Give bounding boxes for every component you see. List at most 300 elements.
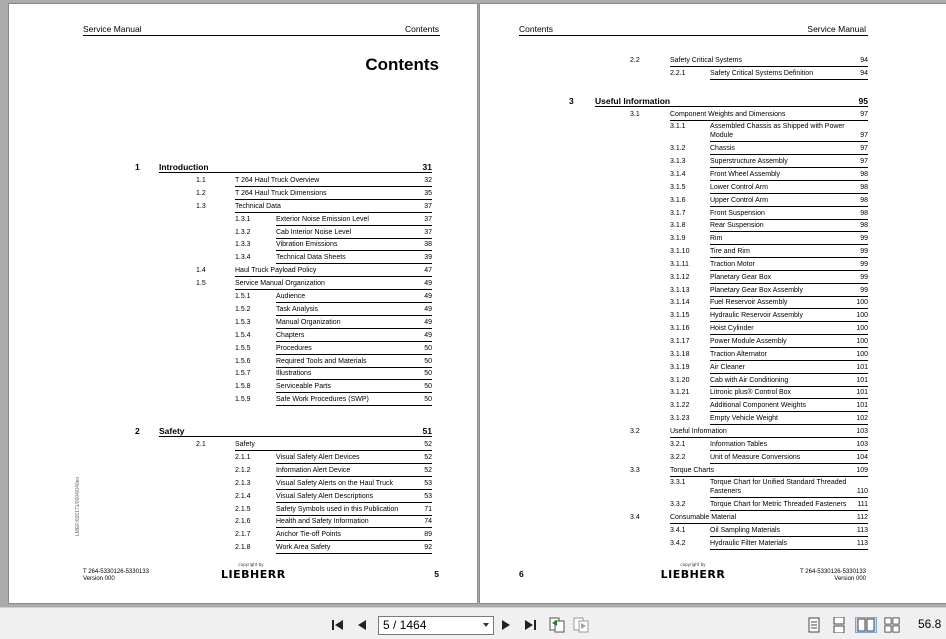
toc-number: 1.5.6 — [235, 357, 251, 365]
toc-label: Serviceable Parts — [276, 383, 331, 391]
footer-version: Version 000 — [83, 576, 115, 582]
toc-label: Rim — [710, 235, 723, 243]
toc-label: Lower Control Arm — [710, 183, 768, 191]
toc-leader-rule — [710, 154, 868, 155]
toc-entry[interactable] — [670, 286, 868, 299]
toc-label: Power Module Assembly — [710, 338, 787, 345]
page-header-right: Service Manual — [807, 24, 866, 34]
toc-leader-rule — [710, 510, 868, 511]
toc-page-number: 103 — [856, 440, 868, 448]
toc-label: Empty Vehicle Weight — [710, 415, 778, 423]
toc-page-number: 98 — [860, 222, 868, 230]
toc-entry[interactable] — [670, 157, 868, 170]
toc-leader-rule — [276, 392, 432, 393]
toc-chapter[interactable] — [135, 162, 432, 175]
toc-label: Component Weights and Dimensions — [670, 110, 786, 118]
toc-page-number: 95 — [858, 95, 868, 106]
toc-entry[interactable] — [670, 337, 868, 350]
toc-page-number: 49 — [424, 293, 432, 300]
toc-number: 1.1 — [196, 176, 206, 184]
toc-entry[interactable] — [235, 466, 432, 479]
toc-label: Rear Suspension — [710, 222, 764, 230]
toc-label: Technical Data — [235, 202, 281, 210]
liebherr-logo: copyright by LIEBHERR — [660, 562, 726, 581]
toc-label: Traction Alternator — [710, 350, 767, 358]
toc-leader-rule — [276, 405, 432, 406]
toc-page-number: 98 — [860, 196, 868, 204]
toc-leader-rule — [710, 141, 868, 142]
toc-number: 1.5.5 — [235, 344, 251, 352]
toc-page-number: 53 — [424, 479, 432, 487]
toc-page-number: 100 — [856, 312, 868, 320]
continuous-facing-icon[interactable] — [884, 617, 900, 633]
toc-label: Safe Work Procedures (SWP) — [276, 396, 369, 404]
toc-label: Useful Information — [595, 95, 671, 106]
footer-version: Version 000 — [834, 576, 866, 582]
toc-entry[interactable] — [670, 234, 868, 247]
page-header-right: Contents — [404, 24, 439, 34]
toc-label: Visual Safety Alert Descriptions — [276, 492, 374, 500]
toc-label: Exterior Noise Emission Level — [276, 215, 369, 223]
toc-page-number: 113 — [856, 539, 868, 547]
toc-leader-rule — [710, 257, 868, 258]
toc-page-number: 31 — [422, 162, 432, 172]
toc-page-number: 50 — [424, 370, 432, 378]
toc-number: 3.3.2 — [670, 501, 686, 509]
toc-label: Chassis — [710, 145, 735, 153]
toc-entry[interactable] — [670, 350, 868, 363]
toc-entry[interactable] — [235, 344, 432, 357]
toc-leader-rule — [276, 489, 432, 490]
toc-page-number: 97 — [860, 145, 868, 153]
toc-number: 3.1.12 — [670, 273, 690, 281]
toc-page-number: 101 — [856, 376, 868, 384]
toc-label: Air Cleaner — [710, 363, 746, 371]
toc-entry[interactable] — [670, 539, 868, 552]
toc-number: 3.4.1 — [670, 526, 686, 534]
toc-page-number: 100 — [856, 325, 868, 333]
toc-page-number: 92 — [424, 544, 432, 552]
toc-number: 3.1.17 — [670, 338, 690, 345]
toc-leader-rule — [710, 463, 868, 464]
toc-page-number: 32 — [424, 176, 432, 184]
toc-entry[interactable] — [196, 189, 432, 202]
next-view-icon[interactable] — [573, 617, 589, 633]
toc-page-number: 74 — [424, 518, 432, 526]
toc-leader-rule — [276, 328, 432, 329]
toc-leader-rule — [276, 250, 432, 251]
toc-leader-rule — [276, 379, 432, 380]
toc-entry[interactable] — [235, 292, 432, 305]
toc-label: Anchor Tie-off Points — [276, 531, 341, 539]
toc-entry[interactable] — [670, 183, 868, 196]
toc-number: 2.1.8 — [235, 544, 251, 552]
toc-label: Oil Sampling Materials — [710, 526, 781, 534]
toc-leader-rule — [710, 536, 868, 537]
toc-entry[interactable] — [235, 505, 432, 518]
toc-leader-rule — [710, 334, 868, 335]
toc-number: 2.1.4 — [235, 492, 251, 500]
toc-chapter[interactable] — [569, 96, 868, 109]
toc-entry[interactable] — [670, 500, 868, 513]
toc-page-number: 99 — [860, 260, 868, 268]
toc-leader-rule — [670, 120, 868, 121]
toc-number: 2.1.2 — [235, 466, 251, 474]
toc-label: Safety Critical Systems Definition — [710, 69, 814, 77]
toc-leader-rule — [276, 527, 432, 528]
toc-entry[interactable] — [670, 221, 868, 234]
page-number: 5 — [434, 569, 439, 579]
toc-entry[interactable] — [670, 69, 868, 82]
toc-entry[interactable] — [196, 440, 432, 453]
toc-entry[interactable] — [235, 318, 432, 331]
toc-leader-rule — [276, 502, 432, 503]
toc-page-number: 94 — [860, 57, 868, 64]
toc-page-number: 111 — [857, 501, 868, 509]
side-document-code: LMEF/026171/0004/040en — [75, 476, 81, 536]
toc-number: 3.3 — [630, 466, 640, 474]
toc-page-number: 98 — [860, 183, 868, 191]
toc-leader-rule — [276, 315, 432, 316]
toc-leader-rule — [710, 386, 868, 387]
toc-leader-rule — [159, 436, 432, 437]
toc-entry[interactable] — [235, 517, 432, 530]
toc-page-number: 35 — [424, 189, 432, 197]
toc-chapter[interactable] — [135, 426, 432, 439]
toc-page-number: 99 — [860, 248, 868, 256]
toc-number: 2.2.1 — [670, 69, 686, 77]
toc-leader-rule — [276, 367, 432, 368]
toc-entry[interactable] — [670, 363, 868, 376]
toc-entry[interactable] — [670, 247, 868, 260]
toc-page-number: 109 — [856, 466, 868, 474]
toc-label: Hydraulic Reservoir Assembly — [710, 312, 803, 320]
toc-entry[interactable] — [670, 273, 868, 286]
toc-entry[interactable] — [196, 266, 432, 279]
toc-page-number: 50 — [424, 383, 432, 391]
toc-leader-rule — [670, 476, 868, 477]
toc-label: Information Tables — [710, 440, 768, 448]
toc-leader-rule — [276, 238, 432, 239]
toc-number: 1.3.1 — [235, 215, 251, 223]
toc-number: 3.4.2 — [670, 539, 686, 547]
toc-number: 2.1.1 — [235, 453, 251, 461]
toc-leader-rule — [710, 79, 868, 80]
toc-number: 3.1.23 — [670, 415, 690, 423]
toc-label: Fuel Reservoir Assembly — [710, 299, 788, 307]
toc-entry[interactable] — [670, 260, 868, 273]
toc-label: Traction Motor — [710, 260, 755, 268]
toc-entry[interactable] — [235, 305, 432, 318]
toc-entry[interactable] — [235, 253, 432, 266]
toc-entry[interactable] — [670, 311, 868, 324]
toc-number: 3.2 — [630, 427, 640, 435]
toc-number: 1.4 — [196, 267, 206, 275]
toc-number: 3.1.6 — [670, 196, 686, 204]
next-page-icon[interactable] — [498, 617, 514, 633]
toc-leader-rule — [710, 424, 868, 425]
toc-leader-rule — [235, 450, 432, 451]
toc-label: T 264 Haul Truck Overview — [235, 176, 320, 184]
toc-page-number: 97 — [860, 132, 868, 140]
toc-entry[interactable] — [630, 513, 868, 526]
toc-entry[interactable] — [630, 466, 868, 479]
toc-leader-rule — [710, 219, 868, 220]
toc-entry[interactable] — [235, 369, 432, 382]
toc-leader-rule — [670, 66, 868, 67]
toc-label: Audience — [276, 293, 306, 300]
toc-entry[interactable] — [670, 298, 868, 311]
toc-entry[interactable] — [235, 228, 432, 241]
toc-label: Safety Symbols used in this Publication — [276, 505, 399, 513]
page-number: 6 — [519, 569, 524, 579]
toc-page-number: 97 — [860, 110, 868, 118]
toc-label: T 264 Haul Truck Dimensions — [235, 189, 327, 197]
toc-entry[interactable] — [670, 144, 868, 157]
zoom-level[interactable]: 56.8 — [918, 617, 942, 631]
toc-number: 3.1.4 — [670, 170, 686, 178]
toc-leader-rule — [276, 302, 432, 303]
toc-leader-rule — [710, 167, 868, 168]
toc-leader-rule — [710, 549, 868, 550]
toc-label: Safety — [235, 441, 255, 448]
toc-number: 1.5.1 — [235, 293, 251, 300]
page-number-field[interactable] — [378, 616, 494, 635]
toc-page-number: 99 — [860, 235, 868, 243]
toc-page-number: 102 — [856, 415, 868, 423]
toc-page-number: 37 — [424, 202, 432, 210]
toc-label: Torque Chart for Metric Threaded Fasteners — [710, 501, 847, 509]
toc-number: 1.3.2 — [235, 228, 251, 236]
toc-entry[interactable] — [670, 324, 868, 337]
toc-page-number: 49 — [424, 331, 432, 339]
toc-page-number: 53 — [424, 492, 432, 500]
toc-entry[interactable] — [670, 453, 868, 466]
toc-label: Unit of Measure Conversions — [710, 453, 801, 461]
toc-leader-rule — [235, 276, 432, 277]
toc-number: 2.2 — [630, 57, 640, 64]
toc-number: 1.5.3 — [235, 318, 251, 326]
toc-leader-rule — [159, 172, 432, 173]
toc-entry[interactable] — [235, 240, 432, 253]
toc-label: Task Analysis — [276, 305, 319, 313]
toc-page-number: 101 — [856, 402, 868, 410]
toc-entry[interactable] — [670, 478, 868, 500]
toc-number: 3.4 — [630, 514, 640, 522]
toc-entry[interactable] — [235, 215, 432, 228]
liebherr-logo: copyright by LIEBHERR — [221, 562, 286, 581]
toc-number: 3.1.11 — [670, 260, 689, 268]
toc-label: Litronic plus® Control Box — [710, 389, 792, 397]
toc-label: Safety — [159, 426, 185, 437]
toc-leader-rule — [710, 193, 868, 194]
toc-page-number: 100 — [856, 350, 868, 358]
toc-leader-rule — [276, 463, 432, 464]
toc-page-number: 104 — [856, 453, 868, 461]
toc-entry[interactable] — [235, 479, 432, 492]
toc-entry[interactable] — [670, 414, 868, 427]
toc-entry[interactable] — [235, 395, 432, 408]
facing-icon[interactable] — [855, 617, 877, 633]
toc-number: 3.1.21 — [670, 389, 690, 397]
toc-number: 3.1.20 — [670, 376, 690, 384]
prev-view-icon[interactable] — [549, 617, 565, 633]
toc-entry[interactable] — [670, 376, 868, 389]
toc-leader-rule — [276, 540, 432, 541]
toc-page-number: 110 — [856, 488, 868, 496]
toc-page-number: 94 — [860, 69, 868, 77]
toc-entry[interactable] — [235, 543, 432, 556]
toc-page-number: 89 — [424, 531, 432, 539]
toc-leader-rule — [710, 270, 868, 271]
toc-leader-rule — [710, 360, 868, 361]
first-page-icon[interactable] — [330, 617, 346, 633]
toc-number: 3.1.22 — [670, 402, 690, 410]
toc-entry[interactable] — [630, 427, 868, 440]
toc-label: Front Suspension — [710, 209, 765, 217]
toc-entry[interactable] — [235, 453, 432, 466]
toc-number: 3.2.1 — [670, 440, 686, 448]
toc-label: Useful Information — [670, 427, 727, 435]
toc-entry[interactable] — [235, 331, 432, 344]
toc-page-number: 98 — [860, 209, 868, 217]
toc-page-number: 101 — [856, 389, 868, 397]
toc-number: 1.5.2 — [235, 305, 251, 313]
header-rule — [83, 35, 440, 36]
toc-number: 3.1.2 — [670, 145, 686, 153]
toc-label: Cab Interior Noise Level — [276, 228, 352, 236]
toc-label: Vibration Emissions — [276, 241, 338, 249]
toc-number: 2.1 — [196, 441, 206, 448]
toc-page-number: 98 — [860, 170, 868, 178]
toc-number: 1.5.9 — [235, 396, 251, 404]
toc-number: 3.1 — [630, 110, 640, 118]
toc-number: 1.5.4 — [235, 331, 251, 339]
toc-number: 3.1.14 — [670, 299, 690, 307]
toc-leader-rule — [276, 476, 432, 477]
single-page-icon[interactable] — [806, 617, 822, 633]
toc-label: Hydraulic Filter Materials — [710, 539, 788, 547]
toc-number: 3.2.2 — [670, 453, 686, 461]
prev-page-icon[interactable] — [354, 617, 370, 633]
toc-number: 1.5 — [196, 280, 206, 288]
toc-number: 1.3.3 — [235, 241, 251, 249]
toc-label: Tire and Rim — [710, 248, 750, 256]
toc-leader-rule — [276, 263, 432, 264]
toc-label: Assembled Chassis as Shipped with Power — [710, 123, 845, 131]
toc-page-number: 52 — [424, 441, 432, 448]
continuous-icon[interactable] — [831, 617, 847, 633]
toc-label: Upper Control Arm — [710, 196, 768, 204]
toc-entry[interactable] — [630, 56, 868, 69]
toc-label: Safety Critical Systems — [670, 57, 742, 64]
toc-page-number: 37 — [424, 228, 432, 236]
toc-page-number: 52 — [424, 466, 432, 474]
toc-leader-rule — [235, 199, 432, 200]
toc-label: Work Area Safety — [276, 544, 331, 552]
toc-entry[interactable] — [670, 209, 868, 222]
toc-entry[interactable] — [196, 176, 432, 189]
chevron-down-icon[interactable] — [483, 623, 489, 627]
toc-page-number: 39 — [424, 254, 432, 262]
toc-label: Torque Charts — [670, 466, 714, 474]
toc-page-number: 47 — [424, 267, 432, 275]
toc-page-number: 49 — [424, 318, 432, 326]
toc-leader-rule — [276, 553, 432, 554]
toc-entry[interactable] — [235, 492, 432, 505]
page-header-left: Contents — [519, 24, 554, 34]
toc-leader-rule — [710, 373, 868, 374]
toc-label: Visual Safety Alert Devices — [276, 453, 360, 461]
toc-entry[interactable] — [235, 357, 432, 370]
toc-leader-rule — [276, 341, 432, 342]
toc-label: Additional Component Weights — [710, 402, 806, 410]
toc-entry[interactable] — [670, 526, 868, 539]
toc-page-number: 97 — [860, 158, 868, 166]
toc-number: 3.1.19 — [670, 363, 690, 371]
header-rule — [519, 35, 868, 36]
toc-number: 3.1.1 — [670, 123, 686, 131]
toc-entry[interactable] — [670, 401, 868, 414]
toc-number: 3.1.7 — [670, 209, 686, 217]
toc-label-continued: Module — [710, 132, 733, 140]
toc-number: 1.5.8 — [235, 383, 251, 391]
toc-page-number: 112 — [856, 514, 868, 522]
toc-entry[interactable] — [670, 196, 868, 209]
toc-label: Front Wheel Assembly — [710, 170, 781, 178]
toc-leader-rule — [276, 354, 432, 355]
page-header-left: Service Manual — [83, 24, 142, 34]
toc-leader-rule — [710, 450, 868, 451]
toc-label: Service Manual Organization — [235, 280, 325, 288]
toc-entry[interactable] — [670, 388, 868, 401]
toc-number: 3 — [569, 95, 574, 106]
toc-entry[interactable] — [196, 202, 432, 215]
toc-page-number: 113 — [856, 526, 868, 534]
toc-number: 3.1.18 — [670, 350, 690, 358]
toc-number: 1.3 — [196, 202, 206, 210]
toc-entry[interactable] — [235, 382, 432, 395]
toc-entry[interactable] — [670, 122, 868, 144]
document-page-right — [479, 3, 946, 604]
toc-label: Illustrations — [276, 370, 312, 378]
page-title: Contents — [365, 55, 439, 74]
toc-label: Visual Safety Alerts on the Haul Truck — [276, 479, 393, 487]
toc-label: Consumable Material — [670, 514, 737, 522]
toc-label: Introduction — [159, 162, 209, 172]
toc-label: Superstructure Assembly — [710, 158, 788, 166]
toc-leader-rule — [710, 283, 868, 284]
toc-entry[interactable] — [670, 440, 868, 453]
toc-entry[interactable] — [235, 530, 432, 543]
toc-leader-rule — [710, 206, 868, 207]
toc-number: 1.3.4 — [235, 254, 251, 262]
toc-number: 1.2 — [196, 189, 206, 197]
toc-number: 3.1.5 — [670, 183, 686, 191]
toc-label: Planetary Gear Box Assembly — [710, 286, 803, 294]
last-page-icon[interactable] — [522, 617, 538, 633]
toc-entry[interactable] — [670, 170, 868, 183]
toc-page-number: 38 — [424, 241, 432, 249]
toc-number: 2.1.3 — [235, 479, 251, 487]
toc-entry[interactable] — [196, 279, 432, 292]
toc-number: 1.5.7 — [235, 370, 251, 378]
page-indicator-text: 5 / 1464 — [383, 618, 427, 632]
toc-label: Cab with Air Conditioning — [710, 376, 789, 384]
toc-entry[interactable] — [630, 110, 868, 123]
toc-number: 2.1.5 — [235, 505, 251, 513]
toc-number: 3.1.13 — [670, 286, 690, 294]
